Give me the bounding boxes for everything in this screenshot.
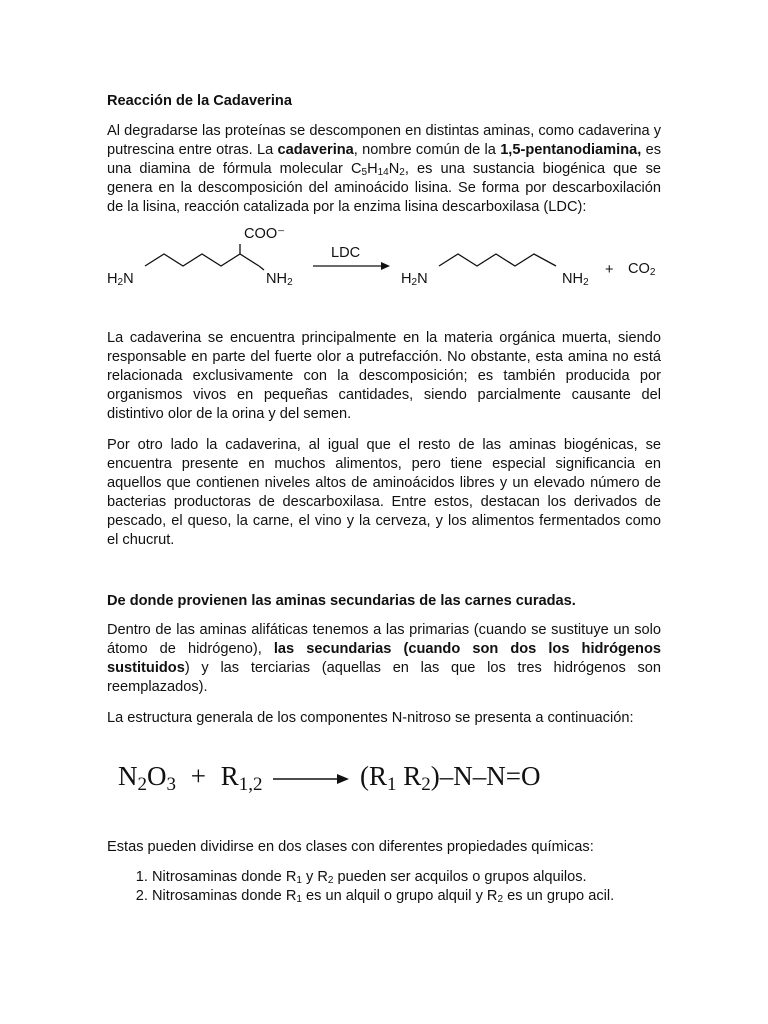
text-run: es un grupo acil. [503, 888, 615, 904]
subscript: 1,2 [238, 774, 263, 795]
subscript: 1 [387, 774, 397, 795]
nitrosaminas-list [107, 868, 661, 906]
carbon-dioxide-label [628, 260, 655, 279]
paragraph-estructura-n-nitroso: La estructura generala de los componentes N-nitroso se presenta a continuación: [107, 710, 634, 726]
subscript: 1 [296, 875, 302, 886]
lysine-amine-right [266, 270, 293, 289]
subscript: 2 [583, 277, 589, 288]
subscript: 2 [411, 277, 418, 288]
text-run: H [401, 271, 412, 287]
n-nitroso-equation [118, 756, 638, 800]
text-run: y R [301, 869, 328, 885]
reaction-arrow-head [381, 262, 390, 270]
text-run: CO [628, 261, 650, 277]
subscript: 2 [399, 167, 405, 178]
paragraph-cadaverina-olor: La cadaverina se encuentra principalmente en la materia orgánica muerta, siendo responsable en parte del fuerte olor a putrefacción. No obstante, esta amina no está relacionada exclusivamente con la descomposición; es también producida por organismos vivos en pequeñas cantidades, siendo parcialmente causante del distintivo olor de la orina y del semen. [107, 330, 661, 422]
lysine-chain [145, 254, 259, 266]
paragraph-aminas-alifaticas [107, 621, 661, 697]
bold-term-secundarias: las secundarias (cuando son dos los hidrógenos sustituidos [107, 641, 661, 676]
text-run: pueden ser acquilos o grupos alquilos. [333, 869, 587, 885]
paragraph-cadaverina-intro [107, 122, 661, 217]
cadaverine-chain [439, 254, 556, 266]
subscript: 14 [377, 167, 389, 178]
text-run: )–N–N=O [430, 761, 541, 791]
section-heading-aminas-secundarias: De donde provienen las aminas secundarias de las carnes curadas. [107, 593, 576, 609]
text-run: N [118, 761, 138, 791]
subscript: 2 [497, 894, 504, 905]
text-run: NH [562, 271, 584, 287]
text-run: ) y las terciarias (aquellas en las que los tres hidrógenos son reemplazados). [107, 660, 661, 695]
reaction-plus-sign: + [605, 262, 614, 278]
subscript: 2 [287, 277, 293, 288]
list-item [152, 868, 661, 887]
subscript: 2 [649, 267, 656, 278]
text-run: N [123, 271, 134, 287]
bold-term-pentanodiamina: 1,5-pentanodiamina, [500, 142, 642, 158]
lysine-amine-left [107, 270, 134, 289]
text-run: Dentro de las aminas alifáticas tenemos a las primarias (cuando se sustituye un solo átomo de hidrógeno), [107, 622, 661, 657]
subscript: 2 [421, 774, 431, 795]
text-run: R [396, 761, 422, 791]
text-run: Nitrosaminas donde R [152, 869, 297, 885]
text-run: es un alquil o grupo alquil y R [301, 888, 498, 904]
equation-plus-sign: + [190, 761, 206, 791]
list-item [152, 887, 661, 906]
text-run: (R [360, 761, 387, 791]
subscript: 5 [361, 167, 368, 178]
paragraph-cadaverina-alimentos: Por otro lado la cadaverina, al igual que el resto de las aminas biogénicas, se encuentra presente en muchos alimentos, pero tiene especial significancia en aquellos que contienen niveles altos de aminoácidos libres y un elevado número de bacterias productoras de descarboxilasa. Entre estos, destacan los derivados de pescado, el queso, la carne, el vino y la cerveza, y los alimentos fermentados como el chucrut. [107, 437, 661, 548]
cadaverine-amine-left [401, 270, 428, 289]
equation-arrow [271, 769, 351, 789]
equation-arrow-head [337, 774, 349, 784]
subscript: 3 [166, 774, 176, 795]
text-run: R [220, 761, 239, 791]
text-run: es una diamina de fórmula molecular C [107, 142, 662, 177]
text-run: H [367, 161, 378, 177]
text-run: Nitrosaminas donde R [152, 888, 297, 904]
text-run: O [147, 761, 167, 791]
subscript: 2 [137, 774, 147, 795]
carboxylate-label: COO⁻ [244, 226, 285, 242]
text-run: , nombre común de la [353, 142, 501, 158]
text-run: Al degradarse las proteínas se descomponen en distintas aminas, como cadaverina y putrescina entre otras. La [107, 123, 661, 158]
enzyme-label-ldc: LDC [331, 245, 361, 261]
subscript: 2 [117, 277, 124, 288]
amine-bond [259, 266, 264, 270]
text-run: N [417, 271, 428, 287]
paragraph-clases-nitrosaminas: Estas pueden dividirse en dos clases con diferentes propiedades químicas: [107, 839, 594, 855]
subscript: 1 [296, 894, 302, 905]
ldc-reaction-scheme [0, 222, 768, 300]
text-run: H [107, 271, 118, 287]
text-run: N [388, 161, 400, 177]
subscript: 2 [327, 875, 334, 886]
cadaverine-amine-right [562, 270, 589, 289]
text-run: NH [266, 271, 288, 287]
bold-term-cadaverina: cadaverina [277, 142, 354, 158]
section-heading-cadaverina: Reacción de la Cadaverina [107, 93, 292, 109]
text-run: , es una sustancia biogénica que se genera en la descomposición del aminoácido lisina. Se forma por descarboxilación de la lisina, reacción catalizada por la enzima lisina descarboxilasa (LDC): [107, 161, 661, 215]
